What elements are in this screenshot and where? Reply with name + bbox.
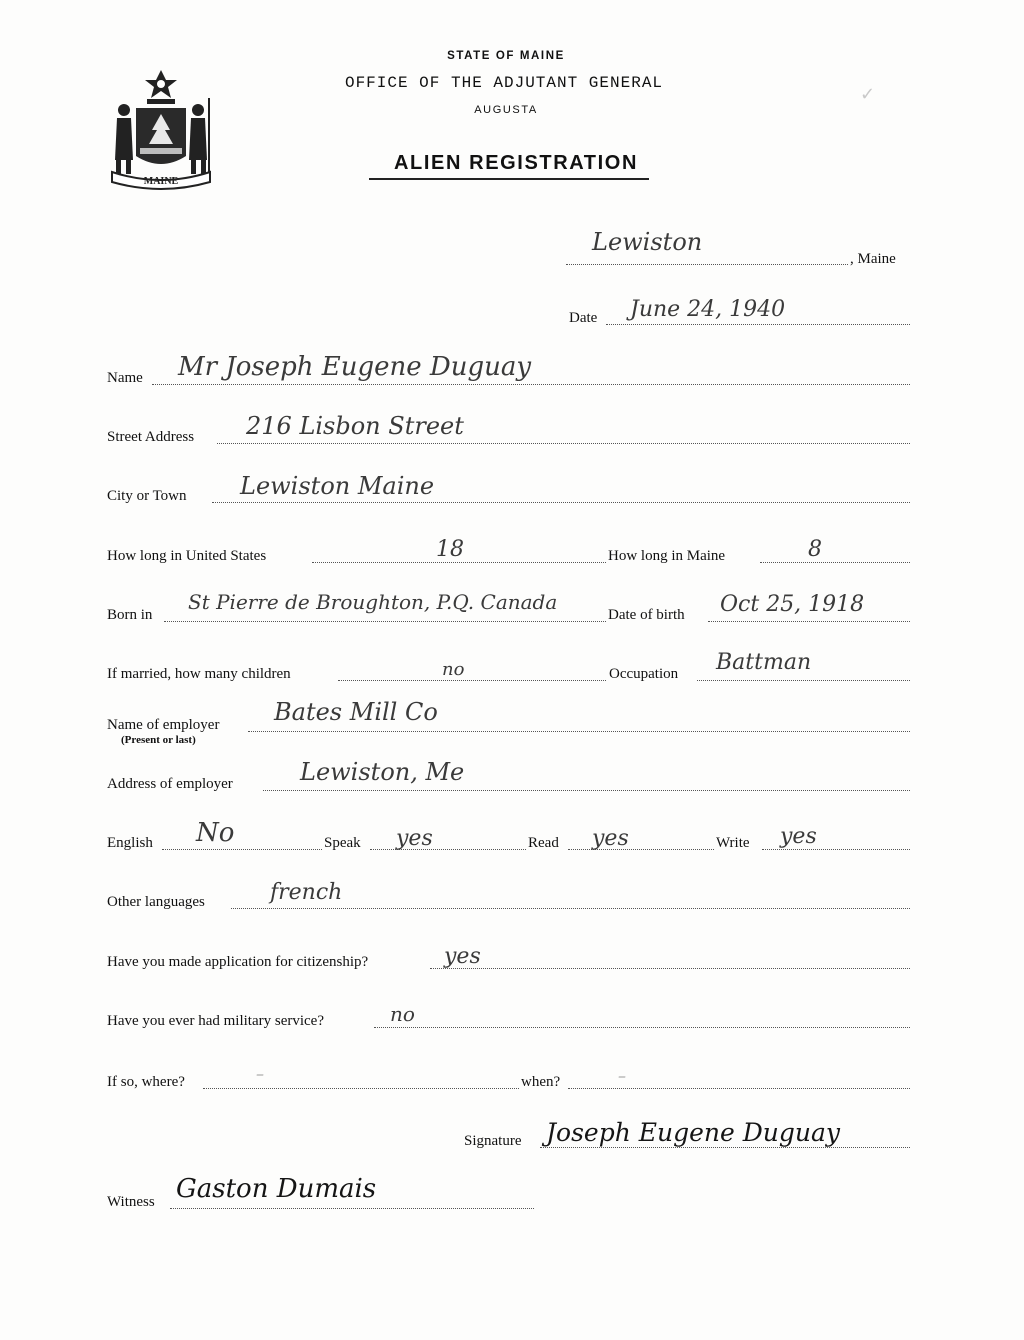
witness-line xyxy=(170,1208,534,1209)
place-suffix: , Maine xyxy=(850,251,896,267)
employer-label: Name of employer xyxy=(107,717,220,733)
children-value: no xyxy=(442,659,465,680)
when-line xyxy=(568,1088,910,1089)
where-label: If so, where? xyxy=(107,1074,185,1090)
date-line xyxy=(606,324,910,325)
date-value: June 24, 1940 xyxy=(630,297,786,322)
read-value: yes xyxy=(592,826,629,851)
years-us-label: How long in United States xyxy=(107,548,267,564)
street-value: 216 Lisbon Street xyxy=(246,412,464,440)
military-value: no xyxy=(390,1002,415,1026)
occupation-label: Occupation xyxy=(609,666,679,682)
military-line xyxy=(374,1027,910,1028)
title-underline xyxy=(369,178,649,180)
citizenship-line xyxy=(430,968,910,969)
name-label: Name xyxy=(107,370,143,386)
years-us-value: 18 xyxy=(436,537,464,562)
occupation-line xyxy=(697,680,910,681)
occupation-value: Battman xyxy=(716,650,812,675)
date-label: Date xyxy=(569,310,598,326)
employer-sublabel: (Present or last) xyxy=(121,734,196,746)
state-heading: STATE OF MAINE xyxy=(447,50,565,62)
dob-value: Oct 25, 1918 xyxy=(720,592,865,617)
office-heading: OFFICE OF THE ADJUTANT GENERAL xyxy=(344,74,664,92)
place-line xyxy=(566,264,848,265)
english-value: No xyxy=(196,818,235,848)
employer-line xyxy=(248,731,910,732)
speak-line xyxy=(370,849,526,850)
speak-value: yes xyxy=(396,826,433,851)
read-line xyxy=(568,849,714,850)
street-label: Street Address xyxy=(107,429,195,445)
city-label: City or Town xyxy=(107,488,187,504)
city-heading: AUGUSTA xyxy=(474,104,538,116)
street-line xyxy=(217,443,910,444)
write-line xyxy=(762,849,910,850)
when-label: when? xyxy=(521,1074,561,1090)
other-languages-label: Other languages xyxy=(107,894,205,910)
years-maine-label: How long in Maine xyxy=(608,548,726,564)
employer-address-value: Lewiston, Me xyxy=(300,758,465,786)
years-maine-value: 8 xyxy=(808,537,822,562)
svg-text:MAINE: MAINE xyxy=(143,176,179,187)
other-languages-line xyxy=(231,908,910,909)
witness-label: Witness xyxy=(107,1194,155,1210)
when-value: – xyxy=(618,1066,626,1085)
place-value: Lewiston xyxy=(592,228,703,256)
born-line xyxy=(164,621,606,622)
military-label: Have you ever had military service? xyxy=(107,1013,324,1029)
years-maine-line xyxy=(760,562,910,563)
read-label: Read xyxy=(528,835,559,851)
witness-value: Gaston Dumais xyxy=(176,1174,377,1204)
write-value: yes xyxy=(780,824,817,849)
dob-line xyxy=(708,621,910,622)
check-mark-icon: ✓ xyxy=(860,84,876,105)
city-value: Lewiston Maine xyxy=(240,472,435,500)
born-value: St Pierre de Broughton, P.Q. Canada xyxy=(188,590,558,614)
signature-label: Signature xyxy=(464,1133,522,1149)
name-value: Mr Joseph Eugene Duguay xyxy=(178,352,532,382)
signature-value: Joseph Eugene Duguay xyxy=(546,1118,841,1147)
other-languages-value: french xyxy=(270,880,343,905)
city-line xyxy=(212,502,910,503)
years-us-line xyxy=(312,562,606,563)
born-label: Born in xyxy=(107,607,153,623)
where-line xyxy=(203,1088,519,1089)
name-line xyxy=(152,384,910,385)
citizenship-label: Have you made application for citizenship? xyxy=(107,954,369,970)
signature-line xyxy=(540,1147,910,1148)
dob-label: Date of birth xyxy=(608,607,685,623)
employer-address-label: Address of employer xyxy=(107,776,233,792)
speak-label: Speak xyxy=(324,835,361,851)
english-line xyxy=(162,849,322,850)
employer-address-line xyxy=(263,790,910,791)
write-label: Write xyxy=(716,835,750,851)
employer-value: Bates Mill Co xyxy=(274,698,438,726)
children-label: If married, how many children xyxy=(107,666,291,682)
english-label: English xyxy=(107,835,153,851)
where-value: – xyxy=(256,1064,264,1083)
children-line xyxy=(338,680,606,681)
form-title: ALIEN REGISTRATION xyxy=(394,152,638,174)
citizenship-value: yes xyxy=(444,944,481,969)
